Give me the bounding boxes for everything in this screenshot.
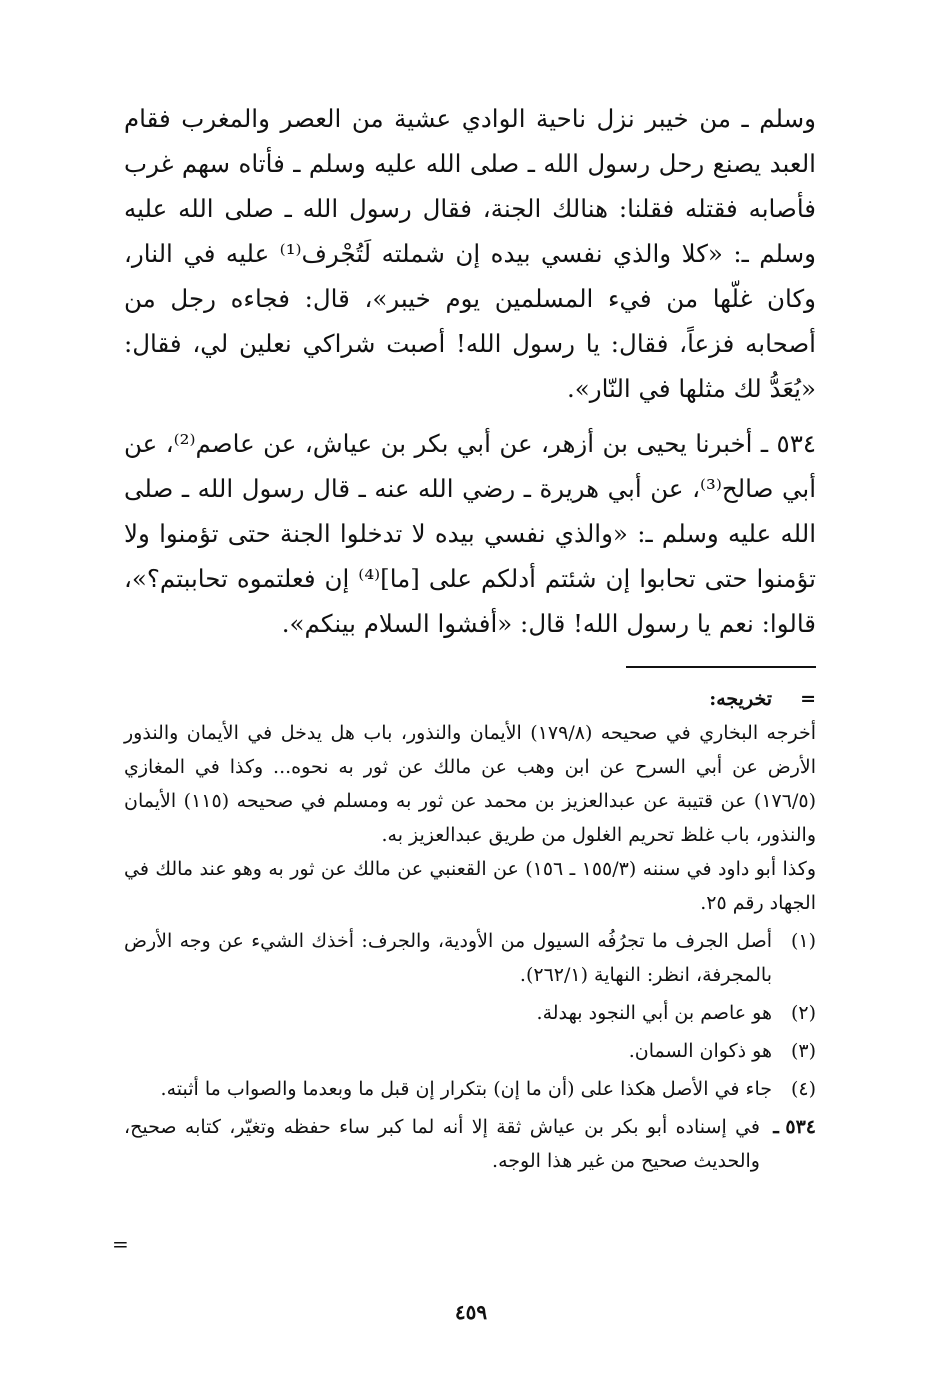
footnote-text: هو ذكوان السمان. [628, 1040, 772, 1062]
footnotes-section [124, 682, 816, 1178]
isnad-note-text: في إسناده أبو بكر بن عياش ثقة إلا أنه لما كبر ساء حفظه وتغيّر، كتابه صحيح، والحديث صحيح من غير هذا الوجه. [124, 1116, 760, 1172]
takhrij-paragraph-1: أخرجه البخاري في صحيحه (١٧٩/٨) الأيمان والنذور، باب هل يدخل في الأيمان والنذور الأرض عن أبي السرح عن ابن وهب عن مالك عن ثور به نحوه... وكذا في المغازي (١٧٦/٥) عن قتيبة عن عبدالعزيز بن محمد عن ثور به ومسلم في صحيحه (١١٥) الأيمان والنذور، باب غلظ تحريم الغلول من طريق عبدالعزيز به. [124, 722, 816, 846]
footnote-text: هو عاصم بن أبي النجود بهدلة. [536, 1002, 772, 1024]
continued-equals-mark: = [112, 1232, 129, 1256]
footnote-separator [124, 652, 816, 682]
footnote-2 [124, 996, 816, 1030]
hadith-534: ٥٣٤ ـ أخبرنا يحيى بن أزهر، عن أبي بكر بن عياش، عن عاصم⁽²⁾، عن أبي صالح⁽³⁾، عن أبي هريرة ـ رضي الله عنه ـ قال رسول الله ـ صلى الله عليه وسلم ـ: «والذي نفسي بيده لا تدخلوا الجنة حتى تؤمنوا ولا تؤمنوا حتى تحابوا إن شئتم أدلكم على [ما]⁽⁴⁾ إن فعلتموه تحاببتم؟»، قالوا: نعم يا رسول الله! قال: «أفشوا السلام بينكم». [124, 429, 817, 638]
footnote-number: (٤) [790, 1078, 816, 1100]
footnote-4 [124, 1072, 816, 1106]
footnote-number: (١) [790, 930, 816, 952]
footnote-text: أصل الجرف ما تجرُفُه السيول من الأودية، والجرف: أخذك الشيء عن وجه الأرض بالمجرفة، انظر: النهاية (٢٦٢/١). [124, 930, 772, 986]
footnote-text: جاء في الأصل هكذا على (أن ما إن) بتكرار إن قبل ما وبعدما والصواب ما أثبته. [160, 1078, 772, 1100]
takhrij-paragraph-2: وكذا أبو داود في سننه (١٥٥/٣ ـ ١٥٦) عن القعنبي عن مالك عن ثور به وهو عند مالك في الجهاد رقم ٢٥. [124, 858, 816, 914]
separator-rule [626, 666, 816, 668]
page-content [124, 96, 816, 1178]
takhrij-heading: تخريجه: [709, 688, 772, 710]
footnote-3 [124, 1034, 816, 1068]
hadith-533-continuation: وسلم ـ من خيبر نزل ناحية الوادي عشية من العصر والمغرب فقام العبد يصنع رحل رسول الله ـ صلى الله عليه وسلم ـ فأتاه سهم غرب فأصابه فقتله فقلنا: هنالك الجنة، فقال رسول الله ـ صلى الله عليه وسلم ـ: «كلا والذي نفسي بيده إن شملته لَتُجْرف⁽¹⁾ عليه في النار، وكان غلّها من فيء المسلمين يوم خيبر»، قال: فجاءه رجل من أصحابه فزعاً، فقال: يا رسول الله! أصبت شراكي نعلين لي، فقال: «يُعَدُّ لك مثلها في النّار». [124, 104, 817, 403]
continuation-equals-mark: = [800, 688, 816, 710]
isnad-note-534 [124, 1110, 816, 1178]
footnote-1 [124, 924, 816, 992]
footnote-number: (٣) [790, 1040, 816, 1062]
main-text [124, 96, 816, 646]
footnote-number: (٢) [790, 1002, 816, 1024]
takhrij-heading-row [124, 682, 816, 716]
page-number: ٤٥٩ [454, 1300, 488, 1324]
isnad-note-number: ٥٣٤ ـ [773, 1116, 816, 1138]
